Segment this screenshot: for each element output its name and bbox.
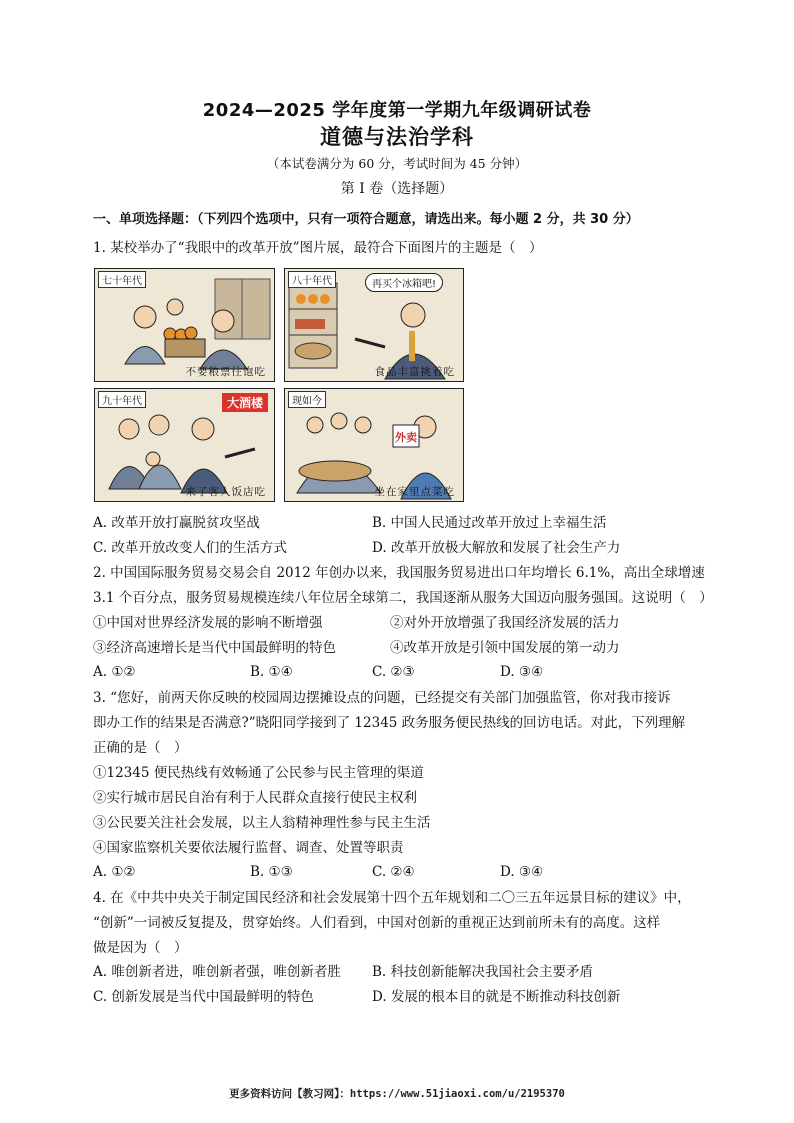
q2-item-3: ③经济高速增长是当代中国最鲜明的特色: [93, 640, 336, 656]
panel-1-era: 七十年代: [98, 271, 146, 288]
q3-stem-line-3: 正确的是（ ）: [93, 740, 188, 756]
q3-item-3: ③公民要关注社会发展，以主人翁精神理性参与民主生活: [93, 815, 431, 831]
exam-note: （本试卷满分为 60 分，考试时间为 45 分钟）: [266, 156, 528, 171]
panel-4-caption: 坐在家里点菜吃: [374, 486, 455, 498]
q2-item-4: ④改革开放是引领中国发展的第一动力: [390, 640, 620, 656]
q3-item-4: ④国家监察机关要依法履行监督、调查、处置等职责: [93, 840, 404, 856]
takeout-label: 外卖: [395, 431, 417, 444]
footer-link[interactable]: 更多资料访问【教习网】：https://www.51jiaoxi.com/u/2195370: [229, 1088, 565, 1100]
q4-option-b: B. 科技创新能解决我国社会主要矛盾: [372, 964, 594, 980]
comic-panel-4: [284, 388, 464, 502]
panel-2-speech-bubble: 再买个冰箱吧!: [365, 273, 443, 292]
q1-option-b: B. 中国人民通过改革开放过上幸福生活: [372, 515, 607, 531]
q4-option-a: A. 唯创新者进，唯创新者强，唯创新者胜: [93, 964, 341, 980]
panel-3-era: 九十年代: [98, 391, 146, 408]
comic-panel-2: [284, 268, 464, 382]
q4-option-c: C. 创新发展是当代中国最鲜明的特色: [93, 989, 314, 1005]
q2-stem-line-2: 3.1 个百分点，服务贸易规模连续八年位居全球第二，我国逐渐从服务大国迈向服务强国。这说明（ ）: [93, 590, 713, 606]
q2-item-2: ②对外开放增强了我国经济发展的活力: [390, 615, 620, 631]
q3-option-c: C. ②④: [372, 864, 415, 880]
q2-option-a: A. ①②: [93, 664, 136, 680]
panel-1-caption: 不要粮票往饱吃: [185, 366, 266, 378]
q4-option-d: D. 发展的根本目的就是不断推动科技创新: [372, 989, 621, 1005]
volume-title: 第 I 卷（选择题）: [340, 181, 454, 197]
exam-title: 2024—2025 学年度第一学期九年级调研试卷: [202, 100, 592, 121]
q3-option-a: A. ①②: [93, 864, 136, 880]
q3-item-1: ①12345 便民热线有效畅通了公民参与民主管理的渠道: [93, 765, 424, 781]
q4-stem-line-3: 做是因为（ ）: [93, 940, 188, 956]
panel-2-caption: 食品丰富挑着吃: [374, 366, 455, 378]
q1-option-d: D. 改革开放极大解放和发展了社会生产力: [372, 540, 621, 556]
q3-option-b: B. ①③: [250, 864, 293, 880]
q2-option-b: B. ①④: [250, 664, 293, 680]
q2-stem-line-1: 2. 中国国际服务贸易交易会自 2012 年创办以来，我国服务贸易进出口年均增长 6.1%，高出全球增速: [93, 565, 705, 581]
q3-option-d: D. ③④: [500, 864, 544, 880]
panel-2-era: 八十年代: [288, 271, 336, 288]
comic-panel-3: [94, 388, 275, 502]
q3-item-2: ②实行城市居民自治有利于人民群众直接行使民主权利: [93, 790, 417, 806]
restaurant-sign: 大酒楼: [222, 393, 268, 412]
q2-option-c: C. ②③: [372, 664, 415, 680]
section-heading: 一、单项选择题：（下列四个选项中，只有一项符合题意，请选出来。每小题 2 分，共 30 分）: [93, 212, 639, 227]
q3-stem-line-2: 即办工作的结果是否满意?”晓阳同学接到了 12345 政务服务便民热线的回访电话。对此，下列理解: [93, 715, 686, 731]
subject-title: 道德与法治学科: [320, 125, 474, 149]
comic-panel-1: [94, 268, 275, 382]
q1-stem: 1. 某校举办了“我眼中的改革开放”图片展，最符合下面图片的主题是（ ）: [93, 240, 543, 256]
q3-stem-line-1: 3. “您好，前两天你反映的校园周边摆摊设点的问题，已经提交有关部门加强监管，你对我市接诉: [93, 690, 671, 706]
q2-option-d: D. ③④: [500, 664, 544, 680]
q4-stem-line-1: 4. 在《中共中央关于制定国民经济和社会发展第十四个五年规划和二〇三五年远景目标的建议》中，: [93, 890, 691, 906]
panel-4-era: 现如今: [288, 391, 326, 408]
q1-option-c: C. 改革开放改变人们的生活方式: [93, 540, 287, 556]
q2-item-1: ①中国对世界经济发展的影响不断增强: [93, 615, 323, 631]
q1-option-a: A. 改革开放打赢脱贫攻坚战: [93, 515, 260, 531]
q4-stem-line-2: “创新”一词被反复提及，贯穿始终。人们看到，中国对创新的重视正达到前所未有的高度。这样: [93, 915, 661, 931]
panel-3-caption: 来了客人饭店吃: [185, 486, 266, 498]
